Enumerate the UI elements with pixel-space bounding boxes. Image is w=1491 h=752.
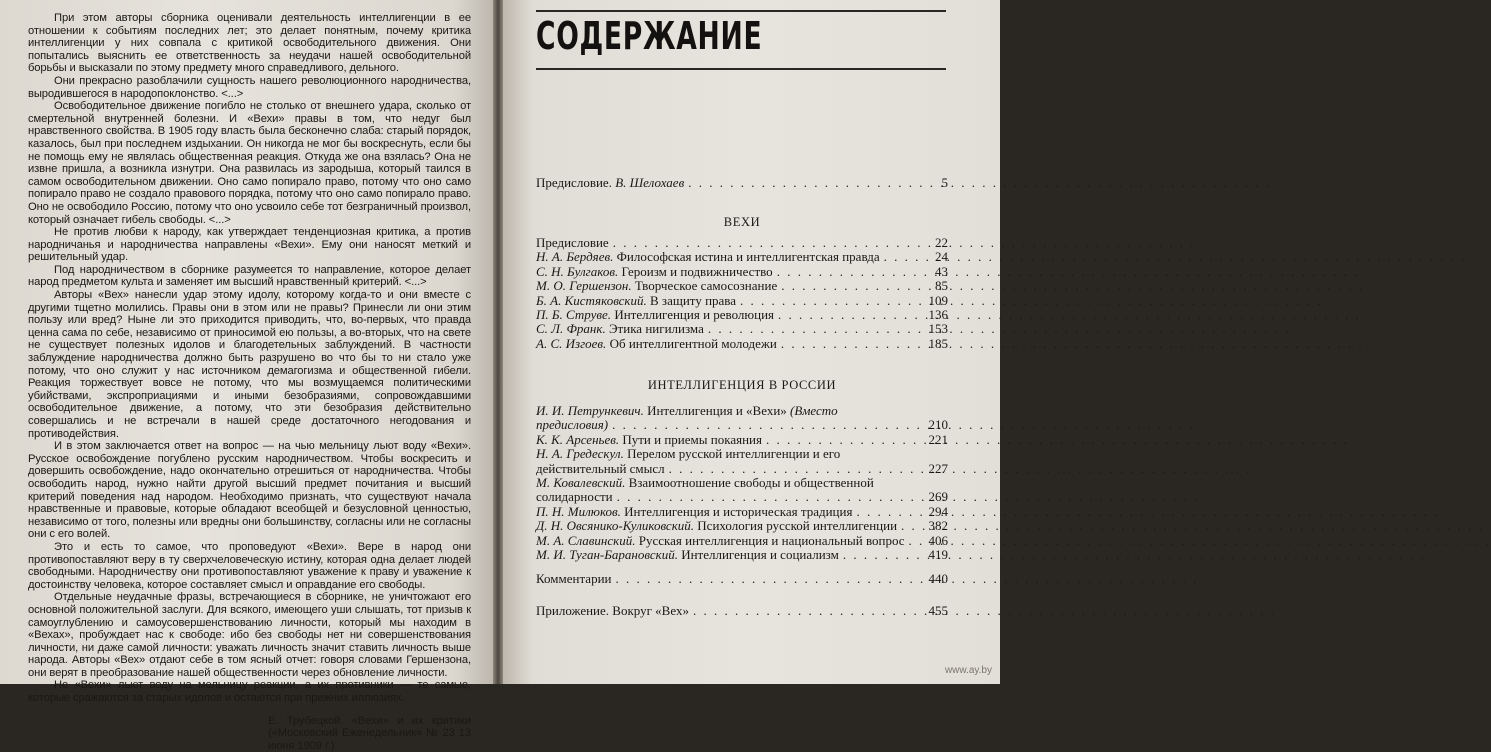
- article-paragraph: При этом авторы сборника оценивали деятельность интеллигенции в ее отношении к событиям последних лет; это делает понятным, почему критика интеллигенции у них совпала с критикой освободительного движения. Они попытались выяснить ее ответственность за неудачи нашей освободительной борьбы и высказали по этому предмету много справедливого, дельного.: [28, 12, 471, 75]
- toc-entry-title: Творческое самосознание: [634, 278, 778, 294]
- article-paragraph: Освободительное движение погибло не столько от внешнего удара, сколько от смертельной внутренней болезни. И «Вехи» правы в том, что недуг был нравственного свойства. В 1905 году власть была бесконечно слаба: старый порядок, казалось, был при последнем издыхании. Он никогда не мог бы воскреснуть, если бы не помощь ему не являлась общественная реакция. Откуда же она взялась? Она не извне пришла, а возникла изнутри. Она развилась из зародыша, который таился в самом освободительном движении. Оно само попирало право, потому что оно само попирало право не создало правового порядка, потому что оно само попирало право. Оно не освободило Россию, потому что оно усвоило себе тот безграничный произвол, который означает гибель свободы. <...>: [28, 100, 471, 226]
- toc-entry-author: Д. Н. Овсянико-Куликовский.: [536, 518, 698, 534]
- toc-entry-title: Русская интеллигенция и национальный вопрос: [638, 532, 905, 548]
- toc-entry[interactable]: [536, 534, 948, 548]
- toc-page-number: 382: [928, 518, 948, 534]
- toc-page-number: 85: [935, 278, 948, 294]
- toc-entry-title: Интеллигенция и социализм: [681, 547, 839, 563]
- article-paragraph: Под народничеством в сборнике разумеется то направление, которое делает народ предметом культа и заменяет им высший нравственный критерий. <...>: [28, 263, 471, 289]
- toc-page-number: 43: [935, 263, 948, 279]
- toc-entry-title: В защиту права: [650, 292, 737, 308]
- toc-entry-title: Интеллигенция и историческая традиция: [624, 503, 853, 519]
- article-paragraph: Не «Вехи» льют воду на мельницу реакции, а их противники — те самые, которые сражаются за старых идолов и остаются при прежних иллюзиях.: [28, 679, 471, 705]
- toc-entry-title: Интеллигенция и революция: [614, 307, 775, 323]
- toc-entry-title: Предисловие.: [536, 175, 616, 190]
- toc-page-number: 221: [928, 431, 948, 447]
- toc-entry[interactable]: [536, 548, 948, 562]
- toc-entry-title: Перелом русской интеллигенции и его действительный смысл: [536, 446, 841, 476]
- left-page: [0, 0, 493, 752]
- toc-entry-title: Предисловие: [536, 235, 609, 250]
- toc-entry-author: М. И. Туган-Барановский.: [536, 547, 682, 563]
- toc-entry-author: М. А. Славинский.: [536, 532, 639, 548]
- toc-entry-author: П. Н. Милюков.: [536, 503, 625, 519]
- top-rule: [536, 10, 946, 12]
- toc-page-number: 185: [928, 335, 948, 351]
- toc-page-number: 269: [928, 489, 948, 505]
- article-text: [28, 12, 471, 705]
- toc-page-number: 419: [928, 547, 948, 563]
- article-paragraph: Это и есть то самое, что проповедуют «Вехи». Вере в народ они противопоставляют веру в ту сверхчеловеческую истину, которая одна делает людей свободными. Народничеству они противопоставляют уважение к праву и уважение к достоинству человека, которое составляет смысл и оправдание его свободы.: [28, 540, 471, 591]
- toc-entry-author: И. И. Петрункевич.: [536, 403, 648, 418]
- toc-page-number: 22: [935, 235, 948, 250]
- watermark: www.ay.by: [944, 665, 992, 676]
- article-paragraph: Авторы «Вех» нанесли удар этому идолу, которому когда-то и они вместе с другими тщетно молились. Правы они в этом или не правы? Принесли ли они этим пользу или вред? Ныне ли это приходится приводить, что, во-первых, что правда ценна сама по себе, независимо от приносимой ею пользы, а во-вторых, что на свете не существует полезных идолов и благодетельных заблуждений. В частности заблуждение народничества должно быть разрушено во что бы то ни стало уже потому, что оно служит у нас источником демагогизма и общественной гибели. Реакция торжествует вовсе не потому, что мы возмущаемся политическими убийствами, экспроприациями и иными безобразиями, сопровождавшими освободительное движение, а потому, что эти безобразия действительно совершались и не встречали в нашей среде достаточного негодования и противодействия.: [28, 289, 471, 440]
- toc-entry-note: (Вместо предисловия): [536, 403, 838, 433]
- toc-entry-author: Н. А. Гредескул.: [536, 446, 628, 462]
- toc-vekhi: [536, 236, 948, 351]
- toc-entry-title: Психология русской интеллигенции: [697, 518, 898, 534]
- toc-entry-author: Н. А. Бердяев.: [536, 249, 617, 265]
- toc-entry[interactable]: [536, 294, 948, 308]
- toc-page-number: 440: [928, 571, 948, 586]
- article-paragraph: Не против любви к народу, как утверждает тенденциозная критика, а против народничанья и народничества направлены «Вехи». Ему они наносят меткий и решительный удар.: [28, 226, 471, 264]
- toc-entry-author: Б. А. Кистяковский.: [536, 292, 651, 308]
- article-signature: Е. Трубецкой. «Вехи» и их критики («Московский Еженедельник» № 23 13 июня 1909 г.): [268, 714, 471, 752]
- toc-entry[interactable]: [536, 322, 948, 336]
- toc-entry-author: С. Л. Франк.: [536, 321, 609, 337]
- toc-page-number: 153: [928, 321, 948, 337]
- section-heading-vekhi: ВЕХИ: [723, 215, 761, 229]
- toc-entry[interactable]: [536, 572, 948, 586]
- title-rule: [536, 68, 946, 70]
- toc-entry[interactable]: [536, 337, 948, 351]
- article-paragraph: Отдельные неудачные фразы, встречающиеся в сборнике, не уничтожают его основной положительной заслуги. Для всякого, имеющего уши слышать, тот призыв к самоуглублению и самоусовершенствованию личности, который мы находим в «Вехах», пробуждает нас к свободе: ибо без свободы нет ни совершенствования личности, ни даже самой личности: уважать личность значит ставить личность выше народа. Авторы «Вех» отдают себе в том ясный отчет: говоря словами Гершензона, они верят в преобразование нашей общественности через обновление личности.: [28, 591, 471, 679]
- toc-entry[interactable]: [536, 250, 948, 264]
- toc-entry-author: П. Б. Струве.: [536, 307, 615, 323]
- toc-entry-author: В. Шелохаев: [615, 175, 685, 190]
- toc-page-number: 210: [928, 417, 948, 433]
- toc-intro: [536, 176, 948, 190]
- toc-intelligentsia: [536, 404, 948, 562]
- toc-entry-title: Приложение. Вокруг «Вех»: [536, 603, 689, 619]
- toc-page-number: 227: [928, 460, 948, 476]
- toc-entry[interactable]: [536, 604, 948, 618]
- toc-appendix: [536, 572, 948, 619]
- toc-page-number: 24: [935, 249, 948, 265]
- book-gutter: [493, 0, 503, 684]
- toc-entry[interactable]: [536, 176, 948, 190]
- toc-entry[interactable]: [536, 404, 948, 433]
- toc-entry-author: М. Ковалевский.: [536, 475, 629, 491]
- toc-entry-author: А. С. Изгоев.: [536, 335, 610, 351]
- toc-page-number: 109: [928, 292, 948, 308]
- toc-entry-title: Пути и приемы покаяния: [622, 431, 762, 447]
- toc-entry-author: С. Н. Булгаков.: [536, 263, 622, 279]
- toc-entry-title: Философская истина и интеллигентская правда: [616, 249, 880, 265]
- toc-entry-title: Интеллигенция и «Вехи»: [647, 403, 787, 418]
- toc-entry[interactable]: [536, 476, 948, 505]
- toc-entry-author: М. О. Гершензон.: [536, 278, 635, 294]
- article-paragraph: Они прекрасно разоблачили сущность нашего революционного народничества, выродившегося в народопоклонство. <...>: [28, 74, 471, 100]
- toc-page-number: 455: [928, 603, 948, 619]
- article-paragraph: И в этом заключается ответ на вопрос — на чью мельницу льют воду «Вехи». Русское освобождение погублено русским народничеством. Чтобы воскресить и довершить освобождение, надо окончательно отрешиться от народничества. Чтобы освободить народ, нужно найти другой высший предмет почитания и высший критерий поведения над народом. Необходимо признать, что существуют начала нравственные и правовые, которые обладают всеобщей и безусловной ценностью, независимо от того, полезны или вредны они большинству, согласны или не согласны они с его волей.: [28, 440, 471, 541]
- toc-entry[interactable]: [536, 447, 948, 476]
- section-heading-intelligentsia: ИНТЕЛЛИГЕНЦИЯ В РОССИИ: [647, 378, 837, 392]
- toc-page-number: 5: [941, 175, 948, 190]
- toc-entry-title: Об интеллигентной молодежи: [609, 335, 777, 351]
- toc-page-number: 294: [928, 503, 948, 519]
- toc-entry-title: Героизм и подвижничество: [621, 263, 773, 279]
- toc-page-number: 136: [928, 307, 948, 323]
- toc-entry-title: Комментарии: [536, 571, 612, 586]
- toc-page-number: 406: [928, 532, 948, 548]
- toc-entry-title: Взаимоотношение свободы и общественной солидарности: [536, 475, 874, 505]
- toc-entry-author: К. К. Арсеньев.: [536, 431, 623, 447]
- toc-entry[interactable]: [536, 279, 948, 293]
- toc-entry-title: Этика нигилизма: [608, 321, 704, 337]
- toc-entry[interactable]: [536, 519, 948, 533]
- contents-title: СОДЕРЖАНИЕ: [536, 14, 763, 58]
